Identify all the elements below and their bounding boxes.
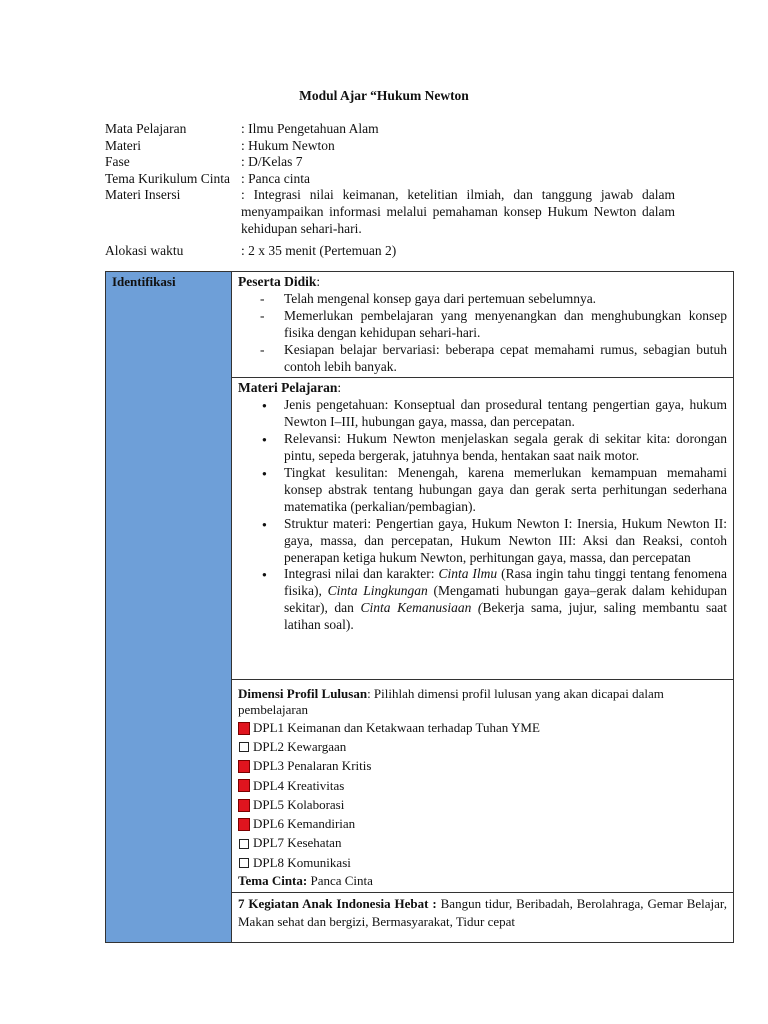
page-title: Modul Ajar “Hukum Newton	[299, 88, 469, 103]
dpl-item	[238, 738, 727, 757]
dpl-item	[238, 776, 727, 795]
checked-checkbox[interactable]	[238, 760, 250, 773]
materi-pelajaran-cell: Materi Pelajaran: ● Jenis pengetahuan: Konseptual dan prosedural tentang pengertian gaya, hukum Newton I–III, hubungan gaya, massa, dan percepatan. ● Relevansi: Hukum Newton menjelaskan segala gerak di sekitar kita: dorongan pintu, sepeda bergerak, jatuhnya benda, hentakan saat naik motor. ● Tingkat kesulitan: Menengah, karena memerlukan kemampuan memahami konsep abstrak tentang hubungan gaya dan gerak serta perhitungan sederhana matematika (perkalian/pembagian). ● Struktur materi: Pengertian gaya, Hukum Newton I: Inersia, Hukum Newton II: gaya, massa, dan percepatan, Hukum Newton III: Aksi dan Reaksi, contoh penerapan ketiga hukum Newton, perhitungan gaya, massa, dan percepatan ● Integrasi nilai dan karakter: Cinta Ilmu (Rasa ingin tahu tinggi tentang fenomena fisika), Cinta Lingkungan (Mengamati hubungan gaya–gerak dalam kehidupan sekitar), dan Cinta Kemanusiaan (Bekerja sama, jujur, saling membantu saat latihan soal).	[232, 378, 734, 680]
list-item: ● Struktur materi: Pengertian gaya, Hukum Newton I: Inersia, Hukum Newton II: gaya, massa, dan percepatan, Hukum Newton III: Aksi dan Reaksi, contoh penerapan ketiga hukum Newton, perhitungan gaya, massa, dan percepatan	[284, 516, 727, 567]
list-item: - Memerlukan pembelajaran yang menyenangkan dan menghubungkan konsep fisika dengan kehidupan sehari-hari.	[284, 308, 727, 342]
list-item: ● Tingkat kesulitan: Menengah, karena memerlukan kemampuan memahami konsep abstrak tentang hubungan gaya dan gerak serta perhitungan sederhana matematika (perkalian/pembagian).	[284, 465, 727, 516]
dpl-item	[238, 834, 727, 853]
list-item: - Kesiapan belajar bervariasi: beberapa cepat memahami rumus, sebagian butuh contoh lebih banyak.	[284, 342, 727, 376]
dpl-list	[238, 718, 727, 872]
dpl-label: DPL2 Kewargaan	[253, 738, 347, 754]
dpl-item	[238, 757, 727, 776]
cinta-lingkungan: Cinta Lingkungan	[327, 583, 428, 599]
dpl-item	[238, 854, 727, 873]
tema-cinta-label: Tema Cinta:	[238, 872, 308, 888]
meta-value: : Panca cinta	[241, 170, 310, 186]
dpl-label: DPL5 Kolaborasi	[253, 796, 345, 812]
kegiatan-heading: 7 Kegiatan Anak Indonesia Hebat :	[238, 895, 437, 911]
profil-intro: : Pilihlah dimensi profil lulusan yang akan dicapai dalam pembelajaran	[238, 686, 664, 718]
meta-key: Mata Pelajaran	[105, 121, 187, 136]
meta-row	[105, 154, 675, 171]
dpl-label: DPL8 Komunikasi	[253, 854, 351, 870]
checked-checkbox[interactable]	[238, 818, 250, 831]
list-item-integrasi: ● Integrasi nilai dan karakter: Cinta Ilmu (Rasa ingin tahu tinggi tentang fenomena fisika), Cinta Lingkungan (Mengamati hubungan gaya–gerak dalam kehidupan sekitar), dan Cinta Kemanusiaan (Bekerja sama, jujur, saling membantu saat latihan soal).	[284, 566, 727, 634]
meta-key: Materi	[105, 137, 141, 153]
dpl-label: DPL4 Kreativitas	[253, 777, 345, 793]
meta-value: : Integrasi nilai keimanan, ketelitian ilmiah, dan tanggung jawab dalam menyampaikan informasi melalui pemahaman konsep Hukum Newton dalam kehidupan sehari-hari.	[241, 187, 675, 236]
kegiatan-text: Bangun tidur, Beribadah, Berolahraga, Gemar Belajar, Makan sehat dan bergizi, Bermasyarakat, Tidur cepat	[238, 895, 727, 929]
dpl-item	[238, 718, 727, 737]
profil-lulusan-cell	[232, 680, 734, 892]
peserta-didik-cell: Peserta Didik: - Telah mengenal konsep gaya dari pertemuan sebelumnya. - Memerlukan pembelajaran yang menyenangkan dan menghubungkan konsep fisika dengan kehidupan sehari-hari. - Kesiapan belajar bervariasi: beberapa cepat memahami rumus, sebagian butuh contoh lebih banyak.	[232, 272, 734, 378]
list-item: ● Relevansi: Hukum Newton menjelaskan segala gerak di sekitar kita: dorongan pintu, sepeda bergerak, jatuhnya benda, hentakan saat naik motor.	[284, 431, 727, 465]
materi-pelajaran-heading: Materi Pelajaran	[238, 380, 338, 396]
unchecked-checkbox[interactable]	[239, 839, 249, 849]
meta-key: Tema Kurikulum Cinta	[105, 170, 231, 186]
tema-cinta-value: Panca Cinta	[307, 872, 373, 888]
meta-value: : Ilmu Pengetahuan Alam	[241, 121, 379, 136]
unchecked-checkbox[interactable]	[239, 858, 249, 868]
identifikasi-label: Identifikasi	[112, 274, 176, 289]
unchecked-checkbox[interactable]	[239, 742, 249, 752]
list-item: ● Jenis pengetahuan: Konseptual dan prosedural tentang pengertian gaya, hukum Newton I–III, hubungan gaya, massa, dan percepatan.	[284, 397, 727, 431]
cinta-ilmu: Cinta Ilmu	[438, 566, 498, 582]
meta-key: Materi Insersi	[105, 187, 181, 203]
meta-key: Alokasi waktu	[105, 243, 184, 259]
cinta-kemanusiaan: Cinta Kemanusiaan (	[360, 600, 483, 616]
identifikasi-cell	[106, 272, 232, 943]
checked-checkbox[interactable]	[238, 779, 250, 792]
checked-checkbox[interactable]	[238, 799, 250, 812]
list-item: - Telah mengenal konsep gaya dari pertemuan sebelumnya.	[284, 291, 727, 308]
meta-value: : Hukum Newton	[241, 137, 335, 153]
meta-value: : 2 x 35 menit (Pertemuan 2)	[241, 243, 397, 259]
checked-checkbox[interactable]	[238, 722, 250, 735]
module-meta	[105, 121, 675, 260]
dpl-item	[238, 815, 727, 834]
dpl-label: DPL6 Kemandirian	[253, 816, 356, 832]
peserta-didik-list	[238, 291, 727, 376]
identification-table	[105, 271, 734, 943]
meta-key: Fase	[105, 154, 130, 170]
meta-value: : D/Kelas 7	[241, 154, 303, 170]
meta-row	[105, 121, 675, 138]
meta-row	[105, 171, 675, 188]
meta-row	[105, 138, 675, 155]
meta-row	[105, 187, 675, 237]
materi-pelajaran-list	[238, 397, 727, 634]
table-row	[106, 272, 734, 378]
kegiatan-cell	[232, 892, 734, 942]
dpl-label: DPL7 Kesehatan	[253, 835, 342, 851]
dpl-item	[238, 796, 727, 815]
profil-heading: Dimensi Profil Lulusan	[238, 686, 368, 702]
dpl-label: DPL1 Keimanan dan Ketakwaan terhadap Tuhan YME	[253, 719, 540, 735]
dpl-label: DPL3 Penalaran Kritis	[253, 758, 372, 774]
meta-row	[105, 243, 675, 260]
peserta-didik-heading: Peserta Didik	[238, 274, 317, 289]
